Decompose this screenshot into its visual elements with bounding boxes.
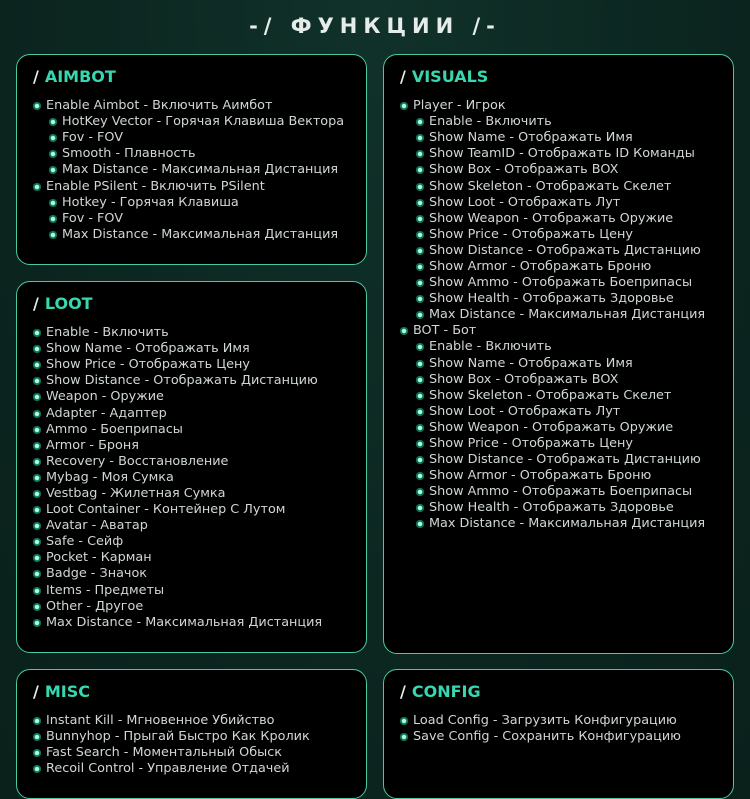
list-item [400,713,681,729]
item-label: Load Config - Загрузить Конфигурацию [413,713,677,729]
item-label: Max Distance - Максимальная Дистанция [429,307,706,323]
bullet-dot-icon [49,199,57,207]
header-slash: / [33,682,39,701]
item-label: Show Box - Отображать BOX [429,371,619,387]
item-label: Show Price - Отображать Цену [429,226,633,242]
item-label: Fov - FOV [62,130,124,146]
list-item [400,516,705,532]
list-item [400,162,705,178]
item-label: Show Name - Отображать Имя [46,341,250,357]
list-item [33,389,322,405]
list-item [33,422,322,438]
item-label: Show Weapon - Отображать Оружие [429,419,674,435]
item-label: Fov - FOV [62,210,124,226]
bullet-dot-icon [416,199,424,207]
item-label: Max Distance - Максимальная Дистанция [62,226,339,242]
bullet-dot-icon [33,361,41,369]
item-label: Instant Kill - Мгновенное Убийство [46,713,275,729]
panel-header [33,67,116,86]
item-label: Adapter - Адаптер [46,405,167,421]
panel-title: VISUALS [411,67,489,86]
list-item [33,615,322,631]
header-slash: / [33,294,39,313]
feature-list [400,713,681,745]
bullet-dot-icon [416,183,424,191]
item-label: Recovery - Восстановление [46,453,229,469]
bullet-dot-icon [49,215,57,223]
item-label: Show Skeleton - Отображать Скелет [429,387,672,403]
item-label: Smooth - Плавность [62,146,196,162]
list-item [33,761,310,777]
list-item [33,146,344,162]
bullet-dot-icon [416,311,424,319]
config-panel [383,669,734,799]
bullet-dot-icon [33,717,41,725]
panel-title: MISC [44,682,90,701]
list-item [400,98,705,114]
bullet-dot-icon [49,166,57,174]
list-item [400,227,705,243]
item-label: Enable - Включить [429,114,552,130]
visuals-panel [383,54,734,654]
bullet-dot-icon [416,295,424,303]
panel-title: LOOT [44,294,93,313]
bullet-dot-icon [33,393,41,401]
list-item [33,98,344,114]
list-item [33,583,322,599]
bullet-dot-icon [33,183,41,191]
item-label: Avatar - Аватар [46,518,148,534]
item-label: Enable - Включить [46,325,169,341]
list-item [400,291,705,307]
page-title: -/ ФУНКЦИИ /- [249,14,501,38]
item-label: Max Distance - Максимальная Дистанция [429,516,706,532]
item-label: Show Distance - Отображать Дистанцию [429,452,701,468]
bullet-dot-icon [33,587,41,595]
item-label: Show Weapon - Отображать Оружие [429,210,674,226]
item-label: Show Price - Отображать Цену [429,436,633,452]
list-item [33,405,322,421]
bullet-dot-icon [33,733,41,741]
bullet-dot-icon [33,474,41,482]
item-label: Recoil Control - Управление Отдачей [46,761,290,777]
list-item [33,599,322,615]
item-label: Show Skeleton - Отображать Скелет [429,178,672,194]
list-item [400,130,705,146]
list-item [33,178,344,194]
bullet-dot-icon [416,424,424,432]
bullet-dot-icon [416,440,424,448]
list-item [400,452,705,468]
panel-header [400,67,488,86]
bullet-dot-icon [416,231,424,239]
bullet-dot-icon [416,118,424,126]
bullet-dot-icon [33,442,41,450]
bullet-dot-icon [400,327,408,335]
item-label: Bunnyhop - Прыгай Быстро Как Кролик [46,729,310,745]
panel-title: CONFIG [411,682,481,701]
bullet-dot-icon [49,134,57,142]
list-item [33,438,322,454]
list-item [400,356,705,372]
item-label: Max Distance - Максимальная Дистанция [62,162,339,178]
list-item [33,341,322,357]
bullet-dot-icon [33,329,41,337]
feature-list [33,325,322,631]
list-item [400,243,705,259]
bullet-dot-icon [33,765,41,773]
item-label: Loot Container - Контейнер С Лутом [46,502,286,518]
bullet-dot-icon [33,345,41,353]
bullet-dot-icon [33,538,41,546]
list-item [400,420,705,436]
item-label: Max Distance - Максимальная Дистанция [46,614,323,630]
feature-list [33,713,310,777]
bullet-dot-icon [49,231,57,239]
bullet-dot-icon [416,247,424,255]
item-label: Show Distance - Отображать Дистанцию [46,373,318,389]
item-label: Show Price - Отображать Цену [46,357,250,373]
bullet-dot-icon [400,717,408,725]
item-label: Show Ammo - Отображать Боеприпасы [429,275,693,291]
bullet-dot-icon [416,134,424,142]
list-item [400,372,705,388]
bullet-dot-icon [400,733,408,741]
bullet-dot-icon [33,603,41,611]
list-item [33,713,310,729]
list-item [400,468,705,484]
list-item [33,518,322,534]
bullet-dot-icon [416,408,424,416]
bullet-dot-icon [416,392,424,400]
bullet-dot-icon [33,619,41,627]
list-item [33,357,322,373]
header-slash: / [33,67,39,86]
item-label: Items - Предметы [46,582,165,598]
panel-title: AIMBOT [44,67,116,86]
feature-list [400,98,705,533]
bullet-dot-icon [33,458,41,466]
list-item [33,373,322,389]
item-label: Enable - Включить [429,339,552,355]
bullet-dot-icon [33,490,41,498]
item-label: BOT - Бот [413,323,477,339]
item-label: Show Ammo - Отображать Боеприпасы [429,484,693,500]
list-item [400,307,705,323]
bullet-dot-icon [416,488,424,496]
item-label: Enable Aimbot - Включить Аимбот [46,98,273,114]
item-label: Save Config - Сохранить Конфигурацию [413,729,681,745]
item-label: Show Armor - Отображать Броню [429,258,652,274]
item-label: Show Distance - Отображать Дистанцию [429,242,701,258]
list-item [400,323,705,339]
bullet-dot-icon [416,456,424,464]
bullet-dot-icon [416,504,424,512]
bullet-dot-icon [33,570,41,578]
list-item [33,325,322,341]
item-label: Show Loot - Отображать Лут [429,403,621,419]
bullet-dot-icon [416,376,424,384]
list-item [33,454,322,470]
bullet-dot-icon [33,522,41,530]
list-item [33,227,344,243]
bullet-dot-icon [33,554,41,562]
list-item [400,178,705,194]
item-label: Show Health - Отображать Здоровье [429,500,674,516]
item-label: Fast Search - Моментальный Обыск [46,745,282,761]
panel-header [400,682,481,701]
item-label: HotKey Vector - Горячая Клавиша Вектора [62,114,345,130]
list-item [33,502,322,518]
item-label: Hotkey - Горячая Клавиша [62,194,239,210]
bullet-dot-icon [33,506,41,514]
item-label: Pocket - Карман [46,550,152,566]
list-item [400,729,681,745]
list-item [400,259,705,275]
bullet-dot-icon [416,343,424,351]
item-label: Vestbag - Жилетная Сумка [46,485,226,501]
list-item [400,484,705,500]
item-label: Other - Другое [46,598,144,614]
header-slash: / [400,67,406,86]
item-label: Show Armor - Отображать Броню [429,468,652,484]
bullet-dot-icon [33,410,41,418]
item-label: Show TeamID - Отображать ID Команды [429,146,695,162]
bullet-dot-icon [33,102,41,110]
item-label: Show Box - Отображать BOX [429,162,619,178]
feature-list [33,98,344,243]
list-item [33,211,344,227]
item-label: Ammo - Боеприпасы [46,421,183,437]
bullet-dot-icon [416,215,424,223]
list-item [33,470,322,486]
item-label: Show Health - Отображать Здоровье [429,291,674,307]
bullet-dot-icon [49,150,57,158]
bullet-dot-icon [33,426,41,434]
bullet-dot-icon [416,150,424,158]
item-label: Badge - Значок [46,566,148,582]
list-item [400,436,705,452]
bullet-dot-icon [416,166,424,174]
bullet-dot-icon [49,118,57,126]
item-label: Enable PSilent - Включить PSilent [46,178,265,194]
bullet-dot-icon [33,377,41,385]
list-item [33,130,344,146]
list-item [400,404,705,420]
item-label: Weapon - Оружие [46,389,164,405]
item-label: Show Name - Отображать Имя [429,355,633,371]
list-item [33,486,322,502]
item-label: Show Loot - Отображать Лут [429,194,621,210]
panel-header [33,682,90,701]
list-item [33,114,344,130]
list-item [33,745,310,761]
list-item [400,500,705,516]
item-label: Show Name - Отображать Имя [429,130,633,146]
list-item [33,162,344,178]
item-label: Armor - Броня [46,437,139,453]
loot-panel [16,281,367,653]
bullet-dot-icon [33,749,41,757]
item-label: Safe - Сейф [46,534,124,550]
list-item [33,729,310,745]
bullet-dot-icon [416,360,424,368]
aimbot-panel [16,54,367,265]
bullet-dot-icon [416,520,424,528]
item-label: Player - Игрок [413,98,506,114]
bullet-dot-icon [416,472,424,480]
list-item [33,534,322,550]
list-item [400,275,705,291]
bullet-dot-icon [416,263,424,271]
list-item [33,550,322,566]
item-label: Mybag - Моя Сумка [46,469,174,485]
header-slash: / [400,682,406,701]
list-item [400,114,705,130]
list-item [400,146,705,162]
list-item [33,566,322,582]
list-item [33,195,344,211]
panel-header [33,294,93,313]
list-item [400,211,705,227]
list-item [400,339,705,355]
bullet-dot-icon [400,102,408,110]
misc-panel [16,669,367,799]
list-item [400,195,705,211]
list-item [400,388,705,404]
bullet-dot-icon [416,279,424,287]
